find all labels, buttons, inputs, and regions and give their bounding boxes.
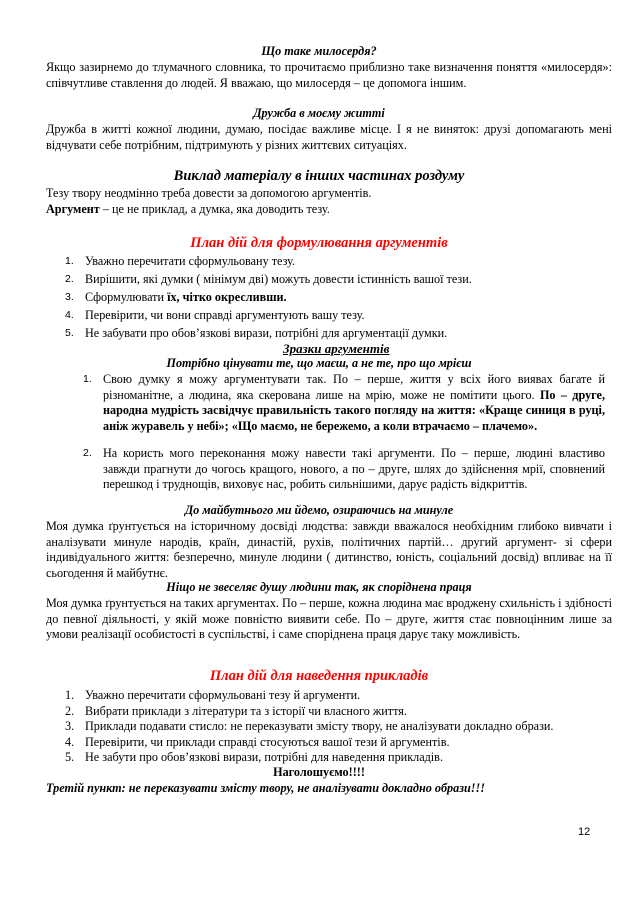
list-text bbox=[103, 372, 605, 434]
sample-text-bold: По – друге, народна мудрість засвідчує правильність такого погляду на життя: «Краще синиця в руці, аніж журавель у небі»; «Що маємо, не бережемо, а коли втрачаємо – плачемо». bbox=[103, 387, 606, 433]
sample-item-1 bbox=[65, 372, 605, 434]
thesis-line: Тезу твору неодмінно треба довести за допомогою аргументів. bbox=[46, 186, 372, 200]
list-number: 3. bbox=[65, 291, 74, 303]
heading-mercy: Що таке милосердя? bbox=[261, 44, 377, 58]
list-text: Вибрати приклади з літератури та з історії чи власного життя. bbox=[85, 704, 407, 718]
sample-item-2 bbox=[65, 446, 605, 493]
paragraph-mercy: Якщо зазирнемо до тлумачного словника, то прочитаємо приблизно таке визначення поняття «милосердя»: співчутливе ставлення до людей. Я вважаю, що милосердя – це допомога іншим. bbox=[46, 60, 612, 90]
page-number: 12 bbox=[578, 826, 591, 838]
list-number: 1. bbox=[65, 688, 75, 702]
list-text: Приклади подавати стисло: не переказувати змісту твору, не аналізувати докладно образи. bbox=[85, 719, 554, 733]
paragraph-labor: Моя думка ґрунтується на таких аргументах. По – перше, кожна людина має вроджену схильність і здібності до певної діяльності, у якій може повністю виявити себе. По – друге, життя стає повноцінним лише за умови реалізації особистості в суспільстві, і саме споріднена праця дарує таку можливість. bbox=[46, 596, 612, 641]
list-number: 1. bbox=[65, 255, 74, 267]
list-text: Уважно перечитати сформульовані тезу й аргументи. bbox=[85, 688, 361, 702]
list-number: 3. bbox=[65, 719, 75, 733]
list-text: Уважно перечитати сформульовану тезу. bbox=[85, 254, 296, 268]
list-number: 2. bbox=[65, 704, 75, 718]
argument-term: Аргумент bbox=[46, 202, 100, 216]
footer-note: Третій пункт: не переказувати змісту твору, не аналізувати докладно образи!!! bbox=[46, 781, 486, 795]
list-text: Перевірити, чи вони справді аргументують вашу тезу. bbox=[85, 308, 365, 322]
list-number: 4. bbox=[65, 309, 74, 321]
heading-plan-examples: План дій для наведення прикладів bbox=[209, 668, 429, 684]
list-text: Не забути про обов’язкові вирази, потрібні для наведення прикладів. bbox=[85, 750, 443, 764]
heading-samples: Зразки аргументів bbox=[283, 341, 390, 356]
list-number: 4. bbox=[65, 735, 75, 749]
argument-definition-text: – це не приклад, а думка, яка доводить тезу. bbox=[99, 202, 330, 216]
list-text: На користь мого переконання можу навести такі аргументи. По – перше, людині властиво завжди прагнути до чогось кращого, нового, а по – друге, шлях до здійснення мрії, сповнений перешкод і труднощів, виховує нас, робить сильнішими, дарує радість відкриттів. bbox=[103, 446, 605, 491]
list-text: Не забувати про обов’язкові вирази, потрібні для аргументації думки. bbox=[85, 326, 448, 340]
heading-friendship: Дружба в моєму житті bbox=[253, 106, 385, 120]
heading-exposition: Виклад матеріалу в інших частинах роздуму bbox=[173, 168, 465, 184]
list-number: 5. bbox=[65, 750, 75, 764]
subheading-future-past: До майбутнього ми йдемо, озираючись на минуле bbox=[184, 503, 454, 517]
list-text: Вирішити, які думки ( мінімум дві) можуть довести істинність вашої тези. bbox=[85, 272, 472, 286]
emphasis-note: Наголошуємо!!!! bbox=[273, 765, 365, 779]
list-text-bold: їх, чітко окресливши. bbox=[167, 290, 287, 304]
argument-definition bbox=[46, 202, 612, 218]
list-number: 2. bbox=[65, 273, 74, 285]
list-text bbox=[85, 290, 605, 306]
subheading-value-what-you-have: Потрібно цінувати те, що маєш, а не те, про що мрієш bbox=[166, 356, 472, 370]
heading-plan-arguments: План дій для формулювання аргументів bbox=[190, 235, 448, 251]
list-number: 1. bbox=[83, 373, 92, 385]
list-number: 5. bbox=[65, 327, 74, 339]
paragraph-friendship: Дружба в житті кожної людини, думаю, посідає важливе місце. І я не виняток: друзі допомагають мені відчувати себе потрібним, підтримують у різних життєвих ситуаціях. bbox=[46, 122, 612, 152]
list-text-plain: Сформулювати bbox=[85, 290, 168, 304]
list-number: 2. bbox=[83, 447, 92, 459]
paragraph-future-past: Моя думка ґрунтується на історичному досвіді людства: завжди вважалося необхідним глибоко вивчати і аналізувати минуле народів, країн, династій, рухів, політичних партій… другий аргумент- зі сфери індивідуального життя: безперечно, минуле людини ( дитинство, юність, соціальний досвід) впливає на її сьогодення й майбутнє. bbox=[46, 519, 612, 580]
sample-text-plain: Свою думку я можу аргументувати так. По – перше, життя у всіх його виявах багате й різноманітне, а людина, яка скерована лише на мрію, може не помітити цього. bbox=[103, 372, 605, 402]
subheading-labor: Ніщо не звеселяє душу людини так, як споріднена праця bbox=[166, 580, 472, 594]
list-text: Перевірити, чи приклади справді стосуються вашої тези й аргументів. bbox=[85, 735, 450, 749]
